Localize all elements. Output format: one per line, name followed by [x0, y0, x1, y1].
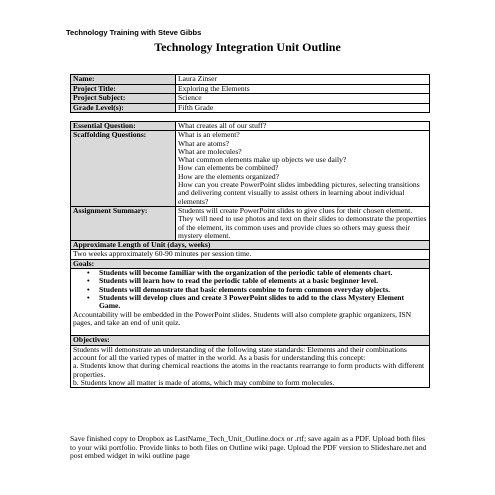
table-row — [71, 269, 430, 336]
scaffolding-question: How can you create PowerPoint slides imbedding pictures, selecting transitions and delivering content visually to assist others in learning about individual elements? — [178, 180, 420, 206]
essential-question-value: What creates all of our stuff? — [176, 122, 430, 131]
objectives-content — [71, 345, 430, 387]
scaffolding-label: Scaffolding Questions: — [71, 131, 176, 207]
unit-outline-table — [70, 121, 430, 388]
scaffolding-question: How are the elements organized? — [178, 171, 280, 181]
table-row — [71, 250, 430, 259]
essential-question-label: Essential Question: — [71, 122, 176, 131]
bullet-icon: • — [87, 292, 90, 302]
table-row — [71, 103, 430, 113]
table-row — [71, 131, 430, 207]
scaffolding-questions — [176, 131, 430, 207]
info-value: Laura Zinser — [176, 75, 430, 85]
table-row — [71, 75, 430, 85]
objective-item: a. Students know that during chemical reactions the atoms in the reactants rearrange to form products with different properties. — [73, 361, 425, 379]
scaffolding-question: What common elements make up objects we use daily? — [178, 155, 347, 165]
assignment-label: Assignment Summary: — [71, 206, 176, 240]
info-value: Science — [176, 94, 430, 104]
bullet-icon: • — [87, 276, 90, 286]
footer-instructions: Save finished copy to Dropbox as LastName_Tech_Unit_Outline.docx or .rtf; save again as a PDF. Upload both files to your wiki portfolio. Provide links to both files on Outline wiki page. Upload the PDF version to Slideshare.net and post embed widget in wiki outline page — [70, 434, 427, 461]
accountability-note: Accountability will be embedded in the PowerPoint slides. Students will also complete graphic organizers, ISN pages, and take an end of unit quiz. — [73, 309, 412, 327]
scaffolding-question: What are molecules? — [178, 146, 242, 156]
length-value: Two weeks approximately 60-90 minutes per session time. — [71, 250, 430, 259]
scaffolding-question: What is an element? — [178, 130, 240, 140]
goal-item: • Students will become familiar with the organization of the periodic table of elements chart. — [87, 268, 393, 278]
length-label: Approximate Length of Unit (days, weeks) — [71, 241, 430, 250]
info-label: Name: — [71, 75, 176, 85]
scaffolding-question: How can elements be combined? — [178, 163, 279, 173]
goals-content — [71, 269, 430, 336]
goals-label: Goals: — [71, 259, 430, 268]
table-row — [71, 345, 430, 387]
scaffolding-question: What are atoms? — [178, 138, 230, 148]
info-label: Project Title: — [71, 84, 176, 94]
objectives-label: Objectives: — [71, 336, 430, 345]
info-label: Project Subject: — [71, 94, 176, 104]
assignment-summary: Students will create PowerPoint slides to give clues for their chosen element. They will need to use photos and text on their slides to demonstrate the properties of the element, its common uses and provide clues so others may guess their mystery element. — [176, 206, 430, 240]
document-title: Technology Integration Unit Outline — [154, 40, 341, 54]
info-value: Exploring the Elements — [176, 84, 430, 94]
header-note: Technology Training with Steve Gibbs — [66, 28, 202, 37]
info-label: Grade Level(s): — [71, 103, 176, 113]
bullet-icon: • — [87, 268, 90, 278]
goal-item: • Students will develop clues and create 3 PowerPoint slides to add to the class Mystery Element Game. — [87, 292, 405, 311]
info-table — [70, 74, 430, 113]
table-row — [71, 206, 430, 240]
goal-item: • Students will demonstrate that basic elements combine to form common everyday objects. — [87, 284, 391, 294]
bullet-icon: • — [87, 284, 90, 294]
goal-item: • Students will learn how to read the periodic table of elements at a basic beginner level. — [87, 276, 378, 286]
objective-item: b. Students know all matter is made of atoms, which may combine to form molecules. — [73, 377, 335, 387]
table-row — [71, 94, 430, 104]
objectives-text: Students will demonstrate an understanding of the following state standards: Elements and their combinations account for all the varied types of matter in the world. As a basis for understanding this concept: — [73, 344, 407, 363]
table-row — [71, 336, 430, 345]
info-value: Fifth Grade — [176, 103, 430, 113]
